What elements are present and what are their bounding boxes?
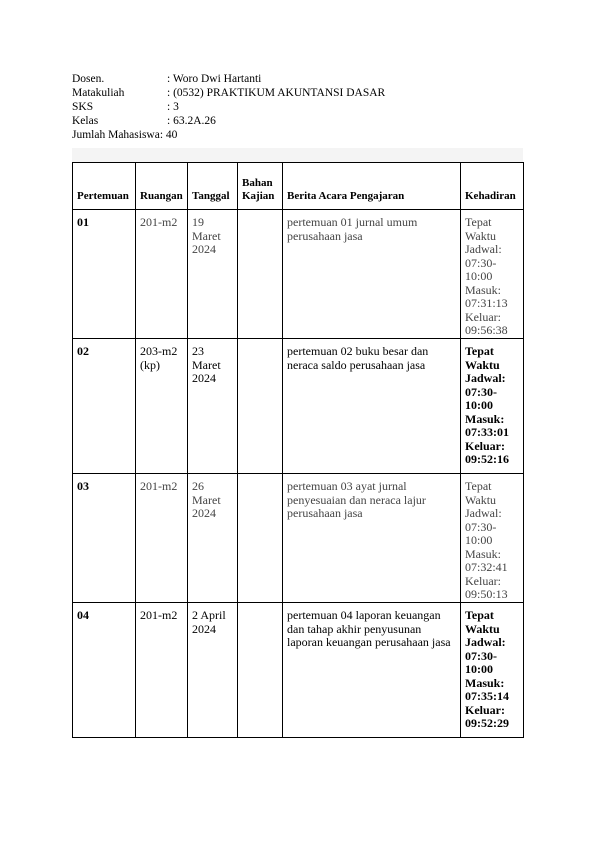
kehadiran-line: Masuk: (465, 282, 501, 297)
kehadiran-line: 07:32:41 (465, 560, 508, 574)
tanggal-line: Maret (192, 228, 221, 243)
matakuliah-value: : (0532) PRAKTIKUM AKUNTANSI DASAR (167, 87, 386, 99)
kehadiran-line: 07:35:14 (465, 689, 509, 703)
header-berita-acara: Berita Acara Pengajaran (283, 163, 461, 210)
kehadiran-line: Jadwal: (465, 635, 506, 649)
cell-pertemuan: 02 (73, 339, 136, 474)
kehadiran-line: 09:50:13 (465, 587, 508, 601)
cell-ruangan: 201-m2 (136, 210, 188, 339)
jumlah-value: : 40 (159, 129, 178, 141)
kehadiran-line: 07:33:01 (465, 425, 509, 439)
kehadiran-line: 09:56:38 (465, 323, 508, 337)
kehadiran-line: 09:52:29 (465, 716, 509, 730)
attendance-table (72, 162, 524, 738)
cell-pertemuan: 03 (73, 474, 136, 603)
kehadiran-line: Masuk: (465, 546, 501, 561)
dosen-label: Dosen. (72, 73, 105, 85)
kehadiran-line: Tepat (465, 479, 492, 493)
kehadiran-line: 07:31:13 (465, 296, 508, 310)
dosen-value: : Woro Dwi Hartanti (167, 73, 262, 85)
info-row-dosen (72, 72, 385, 86)
table-row (73, 474, 524, 603)
cell-berita: pertemuan 02 buku besar dan neraca saldo perusahaan jasa (283, 339, 461, 474)
kehadiran-line: Keluar: (465, 309, 501, 324)
cell-ruangan: 201-m2 (136, 603, 188, 738)
cell-tanggal (188, 474, 238, 603)
kelas-value: : 63.2A.26 (167, 115, 216, 127)
kehadiran-line: 07:30- (465, 384, 497, 399)
cell-kehadiran (461, 210, 524, 339)
header-bahan-kajian (238, 163, 283, 210)
cell-kehadiran (461, 474, 524, 603)
jumlah-label: Jumlah Mahasiswa (72, 129, 160, 141)
cell-bahan (238, 339, 283, 474)
cell-ruangan: 201-m2 (136, 474, 188, 603)
cell-kehadiran (461, 339, 524, 474)
tanggal-line: 2024 (192, 506, 216, 520)
info-row-jumlah (72, 128, 385, 142)
kehadiran-line: 09:52:16 (465, 452, 509, 466)
cell-tanggal (188, 210, 238, 339)
kehadiran-line: Tepat (465, 215, 492, 229)
kehadiran-line: Keluar: (465, 573, 501, 588)
kehadiran-line: 07:30- (465, 519, 497, 534)
kehadiran-line: Keluar: (465, 702, 505, 717)
kehadiran-line: Masuk: (465, 411, 505, 426)
cell-tanggal (188, 603, 238, 738)
tanggal-line: Maret (192, 357, 221, 372)
cell-kehadiran (461, 603, 524, 738)
header-shade (72, 148, 523, 162)
table-row (73, 339, 524, 474)
kehadiran-line: Masuk: (465, 675, 505, 690)
header-ruangan: Ruangan (136, 163, 188, 210)
header-bahan-line1: Bahan (242, 177, 273, 189)
kelas-label: Kelas (72, 115, 99, 127)
header-tanggal: Tanggal (188, 163, 238, 210)
cell-bahan (238, 603, 283, 738)
kehadiran-line: Tepat (465, 608, 494, 622)
sks-value: : 3 (167, 101, 179, 113)
cell-pertemuan: 04 (73, 603, 136, 738)
tanggal-line: 2024 (192, 242, 216, 256)
tanggal-line: 2 April (192, 608, 226, 622)
cell-berita: pertemuan 01 jurnal umum perusahaan jasa (283, 210, 461, 339)
table-header-row (73, 163, 524, 210)
kehadiran-line: 10:00 (465, 269, 493, 283)
sks-label: SKS (72, 101, 94, 113)
kehadiran-line: 07:30- (465, 255, 497, 270)
tanggal-line: Maret (192, 492, 221, 507)
header-bahan-line2: Kajian (242, 190, 275, 202)
cell-bahan (238, 210, 283, 339)
kehadiran-line: Jadwal: (465, 506, 502, 520)
header-pertemuan: Pertemuan (73, 163, 136, 210)
tanggal-line: 26 (192, 479, 204, 493)
cell-tanggal (188, 339, 238, 474)
kehadiran-line: Waktu (465, 357, 500, 372)
kehadiran-line: Waktu (465, 228, 497, 243)
header-kehadiran: Kehadiran (461, 163, 524, 210)
cell-pertemuan: 01 (73, 210, 136, 339)
matakuliah-label: Matakuliah (72, 87, 125, 99)
tanggal-line: 23 (192, 344, 204, 358)
cell-berita: pertemuan 03 ayat jurnal penyesuaian dan neraca lajur perusahaan jasa (283, 474, 461, 603)
tanggal-line: 2024 (192, 621, 216, 636)
info-row-sks (72, 100, 385, 114)
table-row (73, 210, 524, 339)
cell-ruangan: 203-m2 (kp) (136, 339, 188, 474)
table-row (73, 603, 524, 738)
cell-berita: pertemuan 04 laporan keuangan dan tahap akhir penyusunan laporan keuangan perusahaan jasa (283, 603, 461, 738)
kehadiran-line: 07:30- (465, 648, 497, 663)
tanggal-line: 19 (192, 215, 204, 229)
kehadiran-line: Keluar: (465, 438, 505, 453)
course-info (72, 72, 385, 142)
kehadiran-line: 10:00 (465, 398, 493, 412)
kehadiran-line: 10:00 (465, 533, 493, 547)
kehadiran-line: Tepat (465, 344, 494, 358)
tanggal-line: 2024 (192, 371, 216, 385)
kehadiran-line: 10:00 (465, 662, 493, 676)
info-row-kelas (72, 114, 385, 128)
cell-bahan (238, 474, 283, 603)
kehadiran-line: Waktu (465, 621, 500, 636)
info-row-matakuliah (72, 86, 385, 100)
kehadiran-line: Jadwal: (465, 371, 506, 385)
kehadiran-line: Jadwal: (465, 242, 502, 256)
kehadiran-line: Waktu (465, 492, 497, 507)
